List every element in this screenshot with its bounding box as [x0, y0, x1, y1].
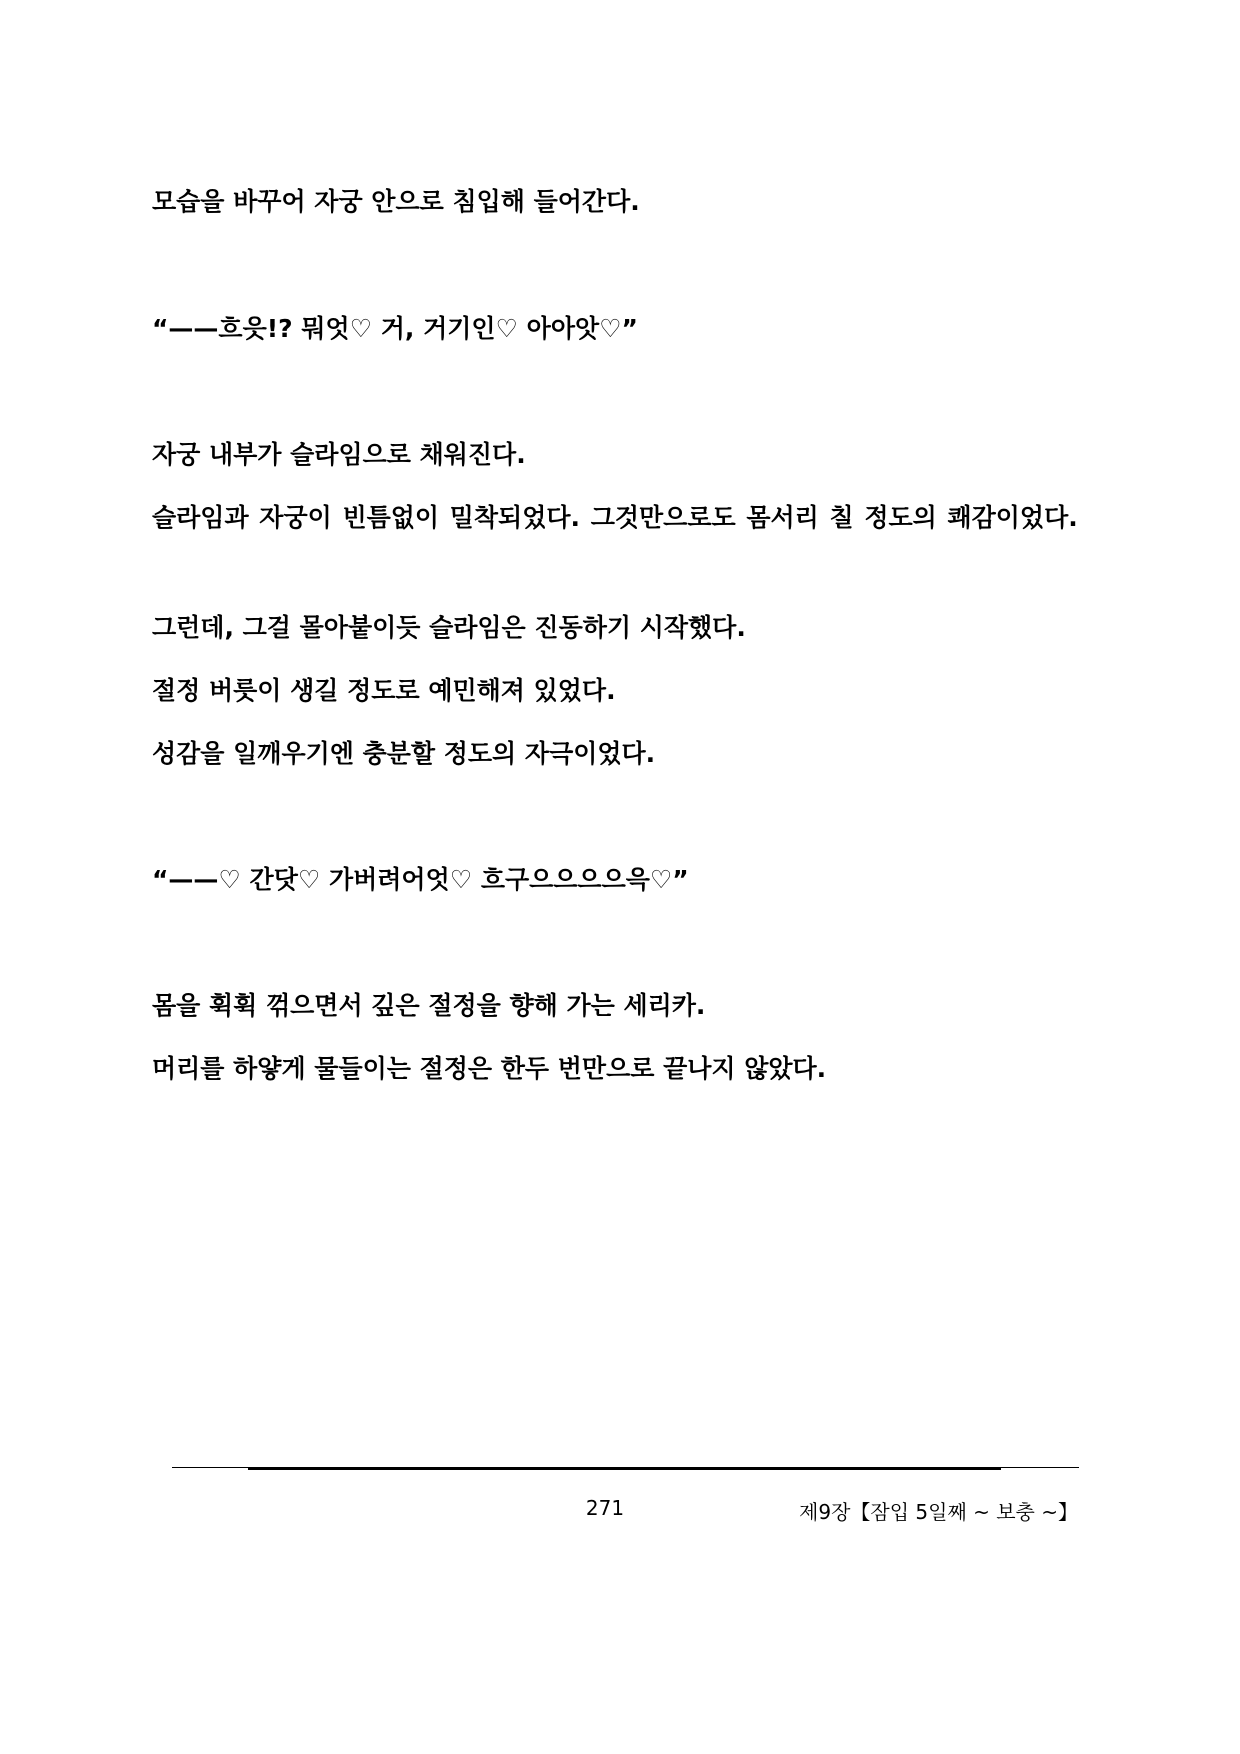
- paragraph-4: 그런데, 그걸 몰아붙이듯 슬라임은 진동하기 시작했다.: [152, 613, 746, 642]
- chapter-title: 제9장【잠입 5일째 ~ 보충 ~】: [799, 1500, 1078, 1524]
- dialogue-1: “——흐읏!? 뭐엇♡ 거, 거기인♡ 아아앗♡”: [152, 314, 638, 343]
- paragraph-3: 슬라임과 자궁이 빈틈없이 밀착되었다. 그것만으로도 몸서리 칠 정도의 쾌감이었다.: [152, 503, 1078, 532]
- paragraph-6: 성감을 일깨우기엔 충분할 정도의 자극이었다.: [152, 739, 656, 768]
- paragraph-1: 모습을 바꾸어 자궁 안으로 침입해 들어간다.: [152, 187, 640, 216]
- paragraph-5: 절정 버릇이 생길 정도로 예민해져 있었다.: [152, 676, 616, 705]
- paragraph-2: 자궁 내부가 슬라임으로 채워진다.: [152, 440, 526, 469]
- paragraph-7: 몸을 휙휙 꺾으면서 깊은 절정을 향해 가는 세리카.: [152, 991, 706, 1020]
- dialogue-2: “——♡ 간닷♡ 가버려어엇♡ 흐구으으으으윽♡”: [152, 865, 689, 894]
- page-number: 271: [585, 1496, 625, 1520]
- footer-divider-thick: [248, 1467, 1001, 1470]
- paragraph-8: 머리를 하얗게 물들이는 절정은 한두 번만으로 끝나지 않았다.: [152, 1054, 827, 1083]
